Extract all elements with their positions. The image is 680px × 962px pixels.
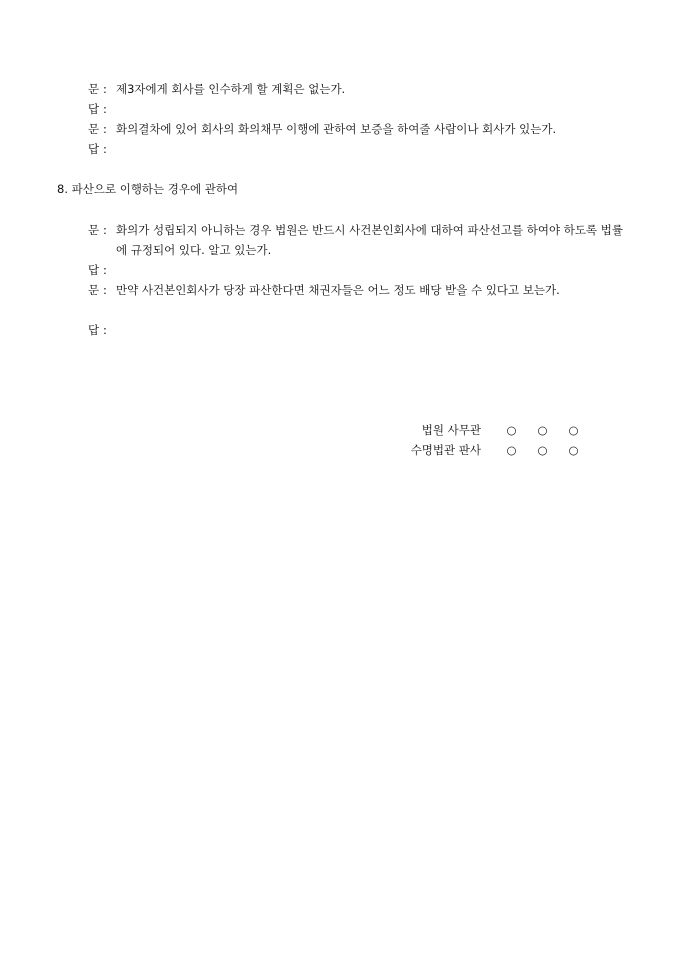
colon: : [103, 122, 107, 136]
answer-row [88, 260, 623, 280]
colon: : [103, 142, 107, 156]
signature-block [370, 420, 580, 460]
question-row [88, 220, 623, 260]
signature-title: 수명법관 판사 [410, 443, 481, 457]
answer-row [88, 139, 623, 159]
question-text: 화의결차에 있어 회사의 화의채무 이행에 관하여 보증을 하여줄 사람이나 회사가 있는가. [116, 122, 557, 136]
seal-mark: ○ [568, 443, 579, 457]
answer-text [116, 260, 623, 280]
seal-mark: ○ [537, 443, 548, 457]
question-text: 화의가 성립되지 아니하는 경우 법원은 반드시 사건본인회사에 대하여 파산선고를 하여야 하도록 법률에 규정되어 있다. 알고 있는가. [116, 223, 623, 257]
seal-mark: ○ [506, 423, 517, 437]
colon: : [103, 82, 107, 96]
colon: : [103, 102, 107, 116]
seal-marks [505, 440, 580, 460]
signature-row [370, 440, 580, 460]
answer-row [88, 320, 623, 340]
seal-marks [505, 420, 580, 440]
colon: : [103, 283, 107, 297]
seal-mark: ○ [506, 443, 517, 457]
question-marker: 문 [88, 223, 100, 237]
question-text: 제3자에게 회사를 인수하게 할 계획은 없는가. [116, 82, 346, 96]
question-text: 만약 사건본인회사가 당장 파산한다면 채권자들은 어느 정도 배당 받을 수 있다고 보는가. [116, 283, 560, 297]
seal-mark: ○ [537, 423, 548, 437]
question-row [88, 280, 623, 300]
question-row [88, 79, 623, 99]
question-row [88, 119, 623, 139]
question-marker: 문 [88, 82, 100, 96]
answer-marker: 답 [88, 263, 100, 277]
signature-title: 법원 사무관 [421, 423, 481, 437]
colon: : [103, 323, 107, 337]
question-marker: 문 [88, 283, 100, 297]
signature-row [370, 420, 580, 440]
colon: : [103, 223, 107, 237]
answer-text [116, 99, 623, 119]
answer-marker: 답 [88, 102, 100, 116]
seal-mark: ○ [568, 423, 579, 437]
answer-marker: 답 [88, 323, 100, 337]
answer-marker: 답 [88, 142, 100, 156]
question-marker: 문 [88, 122, 100, 136]
answer-text [116, 139, 623, 159]
colon: : [103, 263, 107, 277]
section-heading: 8. 파산으로 이행하는 경우에 관하여 [57, 182, 239, 196]
answer-text [116, 320, 623, 340]
answer-row [88, 99, 623, 119]
